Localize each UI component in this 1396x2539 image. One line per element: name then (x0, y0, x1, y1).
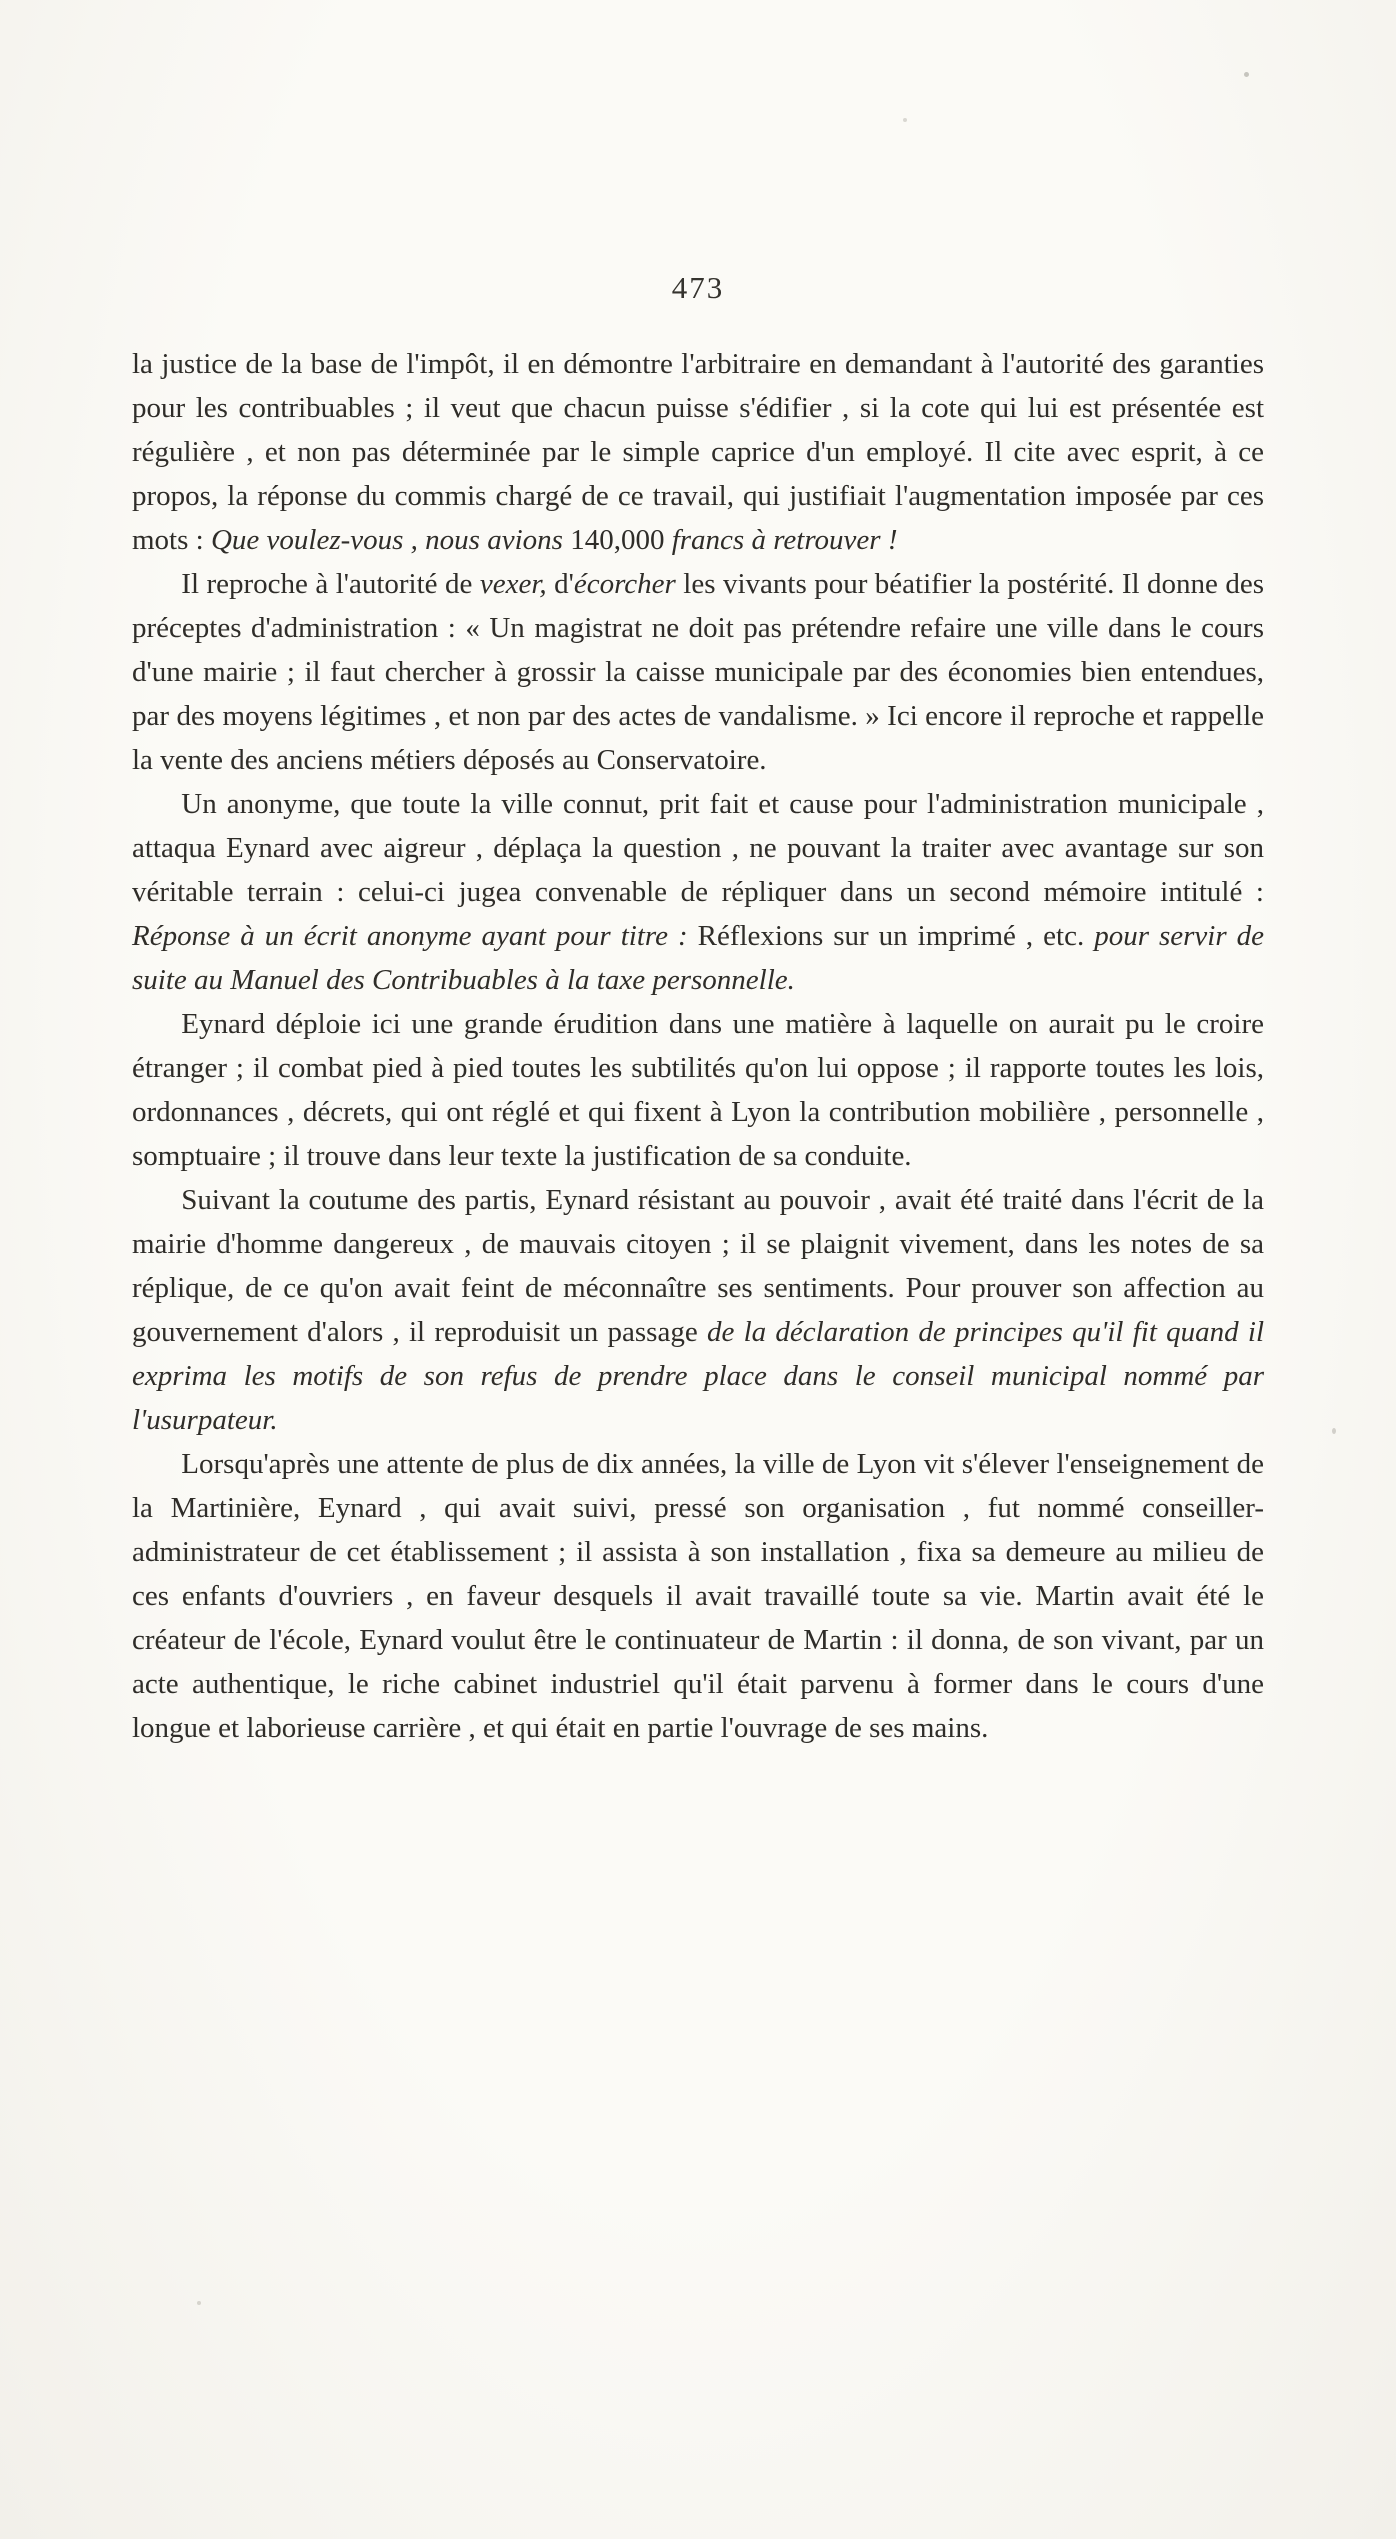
text-run: Il reproche à l'autorité de (181, 568, 480, 600)
italic-text-run: de la déclaration de principes qu'il fit quand il exprima les motifs de son refus de prendre place dans le conseil municipal nommé par l'usurpateur. (132, 1316, 1265, 1436)
italic-text-run: Que voulez-vous , nous avions (210, 524, 571, 556)
paragraph (132, 1178, 1264, 1442)
text-run: Réflexions sur un imprimé , etc. (697, 920, 1095, 952)
text-run: d' (546, 568, 574, 600)
italic-text-run: écorcher (573, 568, 676, 600)
text-run: 140,000 (570, 524, 672, 556)
paragraph (132, 342, 1264, 562)
italic-text-run: pour servir de suite au Manuel des Contribuables à la taxe personnelle. (132, 920, 1264, 996)
scan-speck (197, 2301, 201, 2305)
page-number: 473 (671, 270, 725, 305)
text-run: Eynard déploie ici une grande érudition dans une matière à laquelle on aurait pu le croire étranger ; il combat pied à pied toutes les subtilités qu'on lui oppose ; il rapporte toutes les lois, ordonnances , décrets, qui ont réglé et qui fixent à Lyon la contribution mobilière , personnelle , somptuaire ; il trouve dans leur texte la justification de sa conduite. (132, 1008, 1264, 1172)
text-run: la justice de la base de l'impôt, il en démontre l'arbitraire en demandant à l'autorité des garanties pour les contribuables ; il veut que chacun puisse s'édifier , si la cote qui lui est présentée est régulière , et non pas déterminée par le simple caprice d'un employé. Il cite avec esprit, à ce propos, la réponse du commis chargé de ce travail, qui justifiait l'augmentation imposée par ces mots : (132, 348, 1264, 556)
text-block (132, 342, 1264, 1750)
scan-speck (1332, 1428, 1336, 1434)
text-run: Suivant la coutume des partis, Eynard résistant au pouvoir , avait été traité dans l'écrit de la mairie d'homme dangereux , de mauvais citoyen ; il se plaignit vivement, dans les notes de sa réplique, de ce qu'on avait feint de méconnaître ses sentiments. Pour prouver son affection au gouvernement d'alors , il reproduisit un passage (132, 1184, 1264, 1348)
italic-text-run: vexer, (479, 568, 547, 600)
text-run: les vivants pour béatifier la postérité. Il donne des préceptes d'administration : « Un magistrat ne doit pas prétendre refaire une ville dans le cours d'une mairie ; il faut chercher à grossir la caisse municipale par des économies bien entendues, par des moyens légitimes , et non par des actes de vandalisme. » Ici encore il reproche et rappelle la vente des anciens métiers déposés au Conservatoire. (132, 568, 1264, 776)
paragraph (132, 782, 1264, 1002)
paragraph (132, 1442, 1264, 1750)
paragraph (132, 1002, 1264, 1178)
text-run: Un anonyme, que toute la ville connut, prit fait et cause pour l'administration municipale , attaqua Eynard avec aigreur , déplaça la question , ne pouvant la traiter avec avantage sur son véritable terrain : celui-ci jugea convenable de répliquer dans un second mémoire intitulé : (132, 788, 1264, 908)
text-run: Lorsqu'après une attente de plus de dix années, la ville de Lyon vit s'élever l'enseignement de la Martinière, Eynard , qui avait suivi, pressé son organisation , fut nommé conseiller-administrateur de cet établissement ; il assista à son installation , fixa sa demeure au milieu de ces enfants d'ouvriers , en faveur desquels il avait travaillé toute sa vie. Martin avait été le créateur de l'école, Eynard voulut être le continuateur de Martin : il donna, de son vivant, par un acte authentique, le riche cabinet industriel qu'il était parvenu à former dans le cours d'une longue et laborieuse carrière , et qui était en partie l'ouvrage de ses mains. (132, 1448, 1264, 1744)
italic-text-run: francs à retrouver ! (671, 524, 898, 556)
scan-speck (903, 118, 907, 122)
scan-speck (1244, 72, 1249, 77)
paragraph (132, 562, 1264, 782)
italic-text-run: Réponse à un écrit anonyme ayant pour titre : (132, 920, 698, 952)
